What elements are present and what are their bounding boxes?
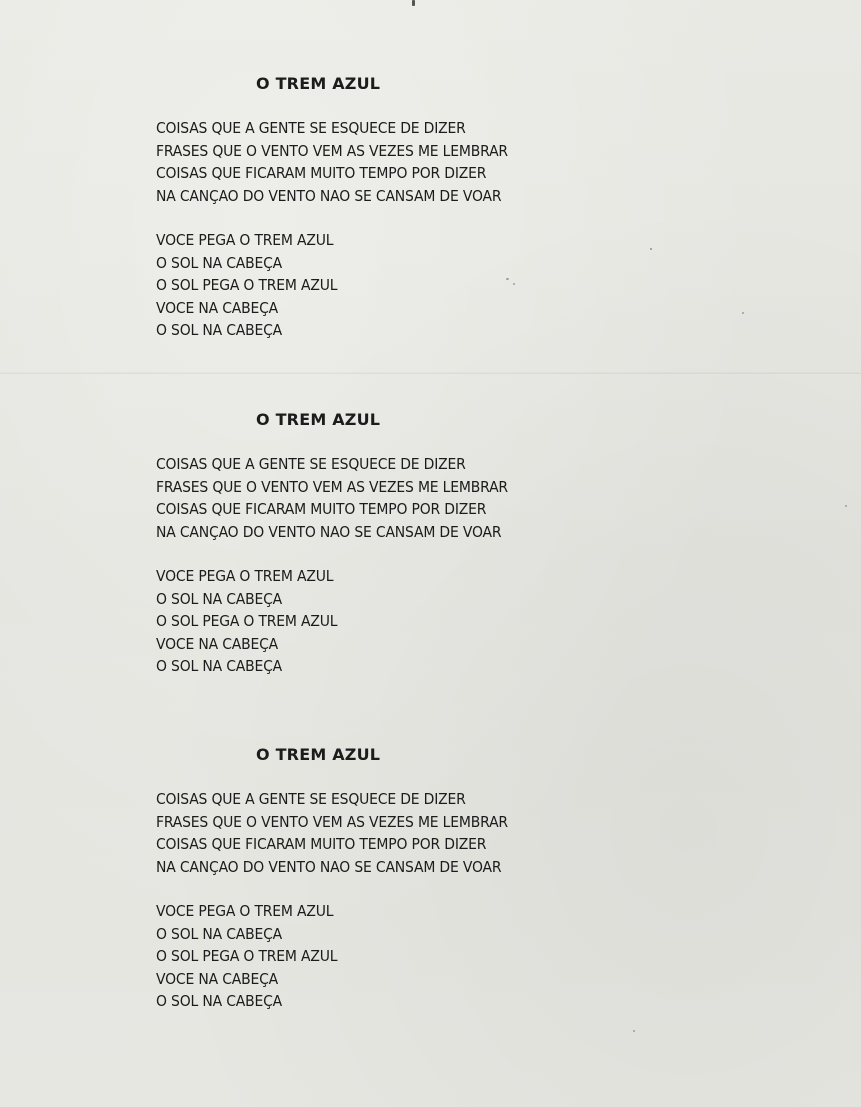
song-title: O TREM AZUL: [256, 745, 381, 764]
lyric-line: COISAS QUE A GENTE SE ESQUECE DE DIZER: [156, 119, 466, 137]
lyric-line: O SOL PEGA O TREM AZUL: [156, 276, 338, 294]
lyric-line: O SOL NA CABEÇA: [156, 321, 283, 339]
lyric-line: O SOL NA CABEÇA: [156, 924, 283, 943]
lyric-line: FRASES QUE O VENTO VEM AS VEZES ME LEMBRAR: [156, 141, 508, 160]
song-title: O TREM AZUL: [256, 74, 381, 93]
ink-speck: [513, 283, 515, 285]
lyric-line: O SOL NA CABEÇA: [156, 992, 283, 1010]
ink-speck: [412, 0, 415, 6]
lyric-line: COISAS QUE A GENTE SE ESQUECE DE DIZER: [156, 455, 466, 473]
lyric-line: COISAS QUE A GENTE SE ESQUECE DE DIZER: [156, 790, 466, 808]
lyric-line: VOCE NA CABEÇA: [156, 634, 279, 653]
ink-speck: [845, 505, 847, 507]
lyric-line: O SOL PEGA O TREM AZUL: [156, 947, 338, 965]
lyric-line: FRASES QUE O VENTO VEM AS VEZES ME LEMBRAR: [156, 812, 508, 831]
lyric-line: VOCE NA CABEÇA: [156, 298, 279, 317]
lyric-line: O SOL NA CABEÇA: [156, 657, 283, 675]
lyric-line: COISAS QUE FICARAM MUITO TEMPO POR DIZER: [156, 835, 487, 853]
verse-1: [156, 117, 534, 207]
lyric-line: O SOL PEGA O TREM AZUL: [156, 612, 338, 630]
lyric-line: NA CANÇAO DO VENTO NAO SE CANSAM DE VOAR: [156, 522, 502, 541]
lyric-line: COISAS QUE FICARAM MUITO TEMPO POR DIZER: [156, 164, 487, 182]
ink-speck: [633, 1030, 635, 1032]
verse-1: [156, 788, 534, 878]
lyric-line: NA CANÇAO DO VENTO NAO SE CANSAM DE VOAR: [156, 186, 502, 205]
lyric-line: VOCE PEGA O TREM AZUL: [156, 231, 334, 249]
lyric-line: NA CANÇAO DO VENTO NAO SE CANSAM DE VOAR: [156, 857, 502, 876]
verse-1: [156, 453, 534, 543]
ink-speck: [650, 248, 652, 250]
ink-speck: [742, 312, 744, 314]
lyric-line: COISAS QUE FICARAM MUITO TEMPO POR DIZER: [156, 500, 487, 518]
paper-fold-crease: [0, 372, 861, 375]
lyric-line: O SOL NA CABEÇA: [156, 253, 283, 272]
lyric-line: VOCE PEGA O TREM AZUL: [156, 567, 334, 585]
lyric-line: O SOL NA CABEÇA: [156, 589, 283, 608]
verse-2: [156, 900, 351, 1013]
song-title: O TREM AZUL: [256, 410, 381, 429]
verse-2: [156, 565, 351, 678]
ink-speck: [506, 278, 509, 280]
lyric-line: FRASES QUE O VENTO VEM AS VEZES ME LEMBRAR: [156, 477, 508, 496]
verse-2: [156, 229, 351, 342]
lyric-line: VOCE NA CABEÇA: [156, 969, 279, 988]
lyric-line: VOCE PEGA O TREM AZUL: [156, 902, 334, 920]
